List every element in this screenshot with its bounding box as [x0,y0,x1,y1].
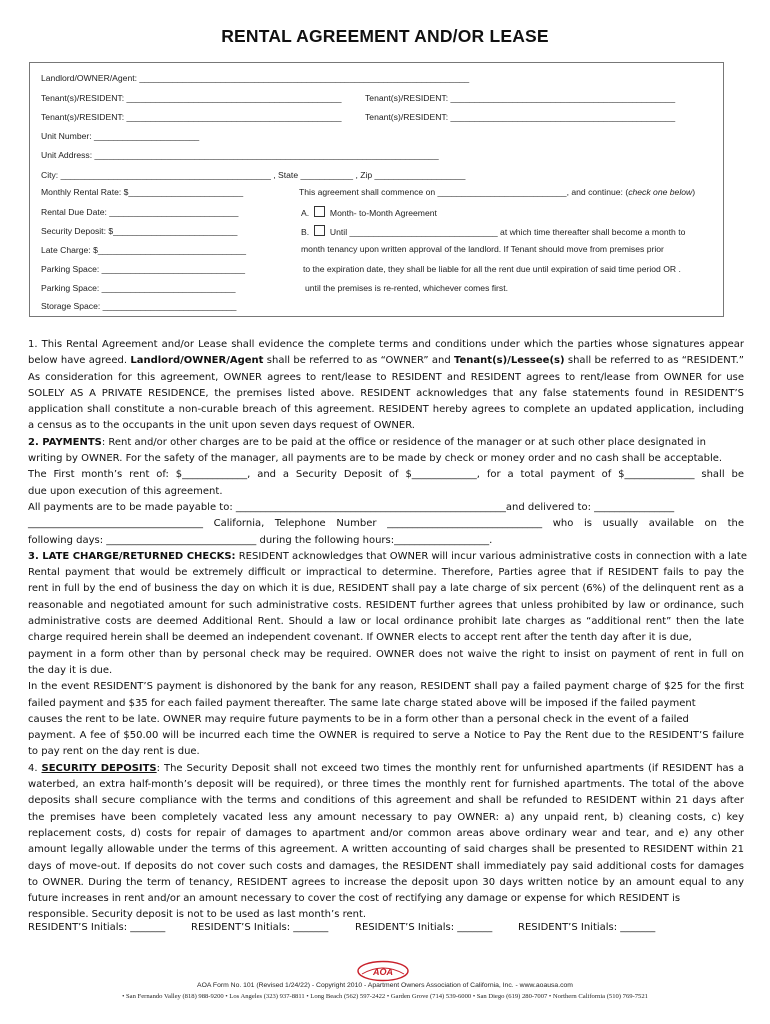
parking-space-field-2[interactable]: Parking Space: ____________________________ [41,283,236,293]
body-line: to OWNER. During the term of tenancy, RESIDENT agrees to increase the deposit upon 30 days written notice by an amount equal to any [28,876,744,888]
body-line: causes the rent to be late. OWNER may require future payments to be in a form other than a personal check in the event of a failed [28,713,689,725]
body-line: 1. This Rental Agreement and/or Lease shall evidence the complete terms and conditions under which the parties whose signatures appear [28,339,744,350]
storage-space-field[interactable]: Storage Space: ____________________________ [41,301,237,311]
body-line: charge required herein shall be deemed an independent covenant. If OWNER elects to accept rent after the tenth day after it is due, [28,632,692,644]
body-line: days of move-out. If deposits do not cover such costs and damages, the RESIDENT shall immediately pay said additional costs for damages [28,860,744,872]
body-line: due upon execution of this agreement. [28,485,223,497]
option-b-line-2: month tenancy upon written approval of the landlord. If Tenant should move from premises prior [301,244,664,254]
aoa-logo-text: AOA [373,967,393,977]
body-span: shall be referred to as “RESIDENT.” [564,355,744,367]
agreement-body [28,337,747,924]
commence-hint: check one below [628,187,693,197]
option-b-label[interactable]: Until _______________________________ at which time thereafter shall become a month to [329,227,686,237]
body-line: replacement costs, d) costs for repair of damages to apartment and/or common areas above ordinary wear and tear, and e) any other [28,827,744,839]
option-b-line-3: to the expiration date, they shall be liable for all the rent due until expiration of said time period OR . [303,264,681,274]
unit-address-field[interactable]: Unit Address: ________________________________________________________________________ [41,150,439,160]
body-line [28,761,744,777]
resident-initials-field-2[interactable]: RESIDENT’S Initials: _______ [191,922,329,933]
section-number: 4. [28,762,42,774]
body-line [28,435,744,451]
resident-initials-field-3[interactable]: RESIDENT’S Initials: _______ [355,922,493,933]
commence-end: ) [692,187,696,197]
section-number: 2. [28,436,43,448]
body-span: : Rent and/or other charges are to be paid at the office or residence of the manager or at such other place designated in [101,436,706,448]
body-line: the premises have been completely vacated less any amount necessary to pay OWNER: a) any unpaid rent, b) cleaning costs, c) key [28,811,744,823]
body-line: amount legally allowable under the terms of this agreement. A written accounting of said charges shall be presented to RESIDENT within 21 [28,844,744,856]
body-line [28,353,744,369]
section-heading-security-deposits: SECURITY DEPOSITS [41,762,157,774]
tenant-field-4[interactable]: Tenant(s)/RESIDENT: _______________________________________________ [365,112,676,122]
commence-field[interactable] [299,187,695,197]
body-line[interactable]: The First month’s rent of: $_____________, and a Security Deposit of $_____________, for a total payment of $______________ shall be [28,469,744,481]
body-line: payment. A fee of $50.00 will be incurred each time the OWNER is required to serve a Notice to Pay the Rent due to the RESIDENT’S failure [28,730,744,742]
body-span: shall be referred to as “OWNER” and [263,355,455,367]
tenant-field-1[interactable]: Tenant(s)/RESIDENT: _____________________________________________ [41,93,342,103]
body-line: waterbed, an extra half-month’s deposit will be required), or three times the monthly rent for furnished apartments. The total of the above [28,779,744,791]
body-span: : The Security Deposit shall not exceed two times the monthly rent for unfurnished apartments (if RESIDENT has a [156,762,744,774]
unit-number-field[interactable]: Unit Number: ______________________ [41,131,200,141]
body-line: payment in a form other than by personal check may be required. OWNER does not waive the right to insist on payment of rent in full on [28,648,744,660]
body-line: As consideration for this agreement, OWNER agrees to rent/lease to RESIDENT and RESIDENT agrees to rent/lease from OWNER for use [28,371,744,383]
option-b-letter: B. [301,227,310,237]
security-deposit-field[interactable]: Security Deposit: $__________________________ [41,226,238,236]
footer-copyright: AOA Form No. 101 (Revised 1/24/22) - Copyright 2010 - Apartment Owners Association of California, Inc. - www.aoausa.com [197,982,573,989]
body-line[interactable]: ___________________________________ California, Telephone Number _______________________________ who is usually available on the [28,518,744,530]
section-heading-payments: PAYMENTS [42,436,102,448]
option-a [301,206,437,218]
body-line: Rental payment that would be extremely difficult or impractical to determine. Therefore, Parties agree that if RESIDENT fails to pay the [28,567,744,579]
option-a-checkbox[interactable] [314,206,325,217]
option-a-label: Month- to-Month Agreement [329,208,437,218]
footer-offices: • San Fernando Valley (818) 988-9200 • Los Angeles (323) 937-8811 • Long Beach (562) 597-2422 • Garden Grove (714) 539-6000 • San Diego (619) 280-7007 • Northern California (510) 769-7521 [122,993,648,1000]
option-b-line-4: until the premises is re-rented, whichever comes first. [305,283,508,293]
tenant-field-2[interactable]: Tenant(s)/RESIDENT: _______________________________________________ [365,93,676,103]
option-a-letter: A. [301,208,310,218]
body-line: to pay rent on the day rent is due. [28,746,200,758]
body-span-bold: Tenant(s)/Lessee(s) [454,355,565,367]
resident-initials-field-4[interactable]: RESIDENT’S Initials: _______ [518,922,656,933]
body-line: SOLELY AS A PRIVATE RESIDENCE, the premises listed above. RESIDENT acknowledges that any false statements found in RESIDENT’S [28,387,744,399]
body-line: responsible. Security deposit is not to be used as last month’s rent. [28,909,367,921]
aoa-logo [356,960,410,982]
resident-initials-field-1[interactable]: RESIDENT’S Initials: _______ [28,922,166,933]
body-span-bold: Landlord/OWNER/Agent [130,355,264,367]
body-line: the day it is due. [28,664,113,676]
body-line: rent in full by the end of business the day on which it is due, RESIDENT shall pay a late charge of six percent (6%) of the delinquent rent as a [28,583,744,595]
parking-space-field-1[interactable]: Parking Space: ______________________________ [41,264,246,274]
body-line: reasonable and negotiated amount for such administrative costs. RESIDENT further agrees that unless prohibited by law or ordinance, such [28,599,744,611]
body-line: application shall constitute a non-curable breach of this agreement. RESIDENT hereby agrees to complete an updated application, including [28,404,744,416]
body-line [28,549,747,565]
body-line: administrative costs are deemed Additional Rent. Should a law or local ordinance prohibit late charges as “additional rent” then the late [28,616,744,628]
body-span: RESIDENT acknowledges that OWNER will incur various administrative costs in connection with a late [235,550,747,562]
body-line: deposits shall secure compliance with the terms and conditions of this agreement and shall be refunded to RESIDENT within 21 days after [28,795,744,807]
body-line[interactable]: All payments are to be made payable to: ______________________________________________________and delivered to: ________________ [28,501,675,513]
body-span: below have agreed. [28,355,131,367]
rent-due-date-field[interactable]: Rental Due Date: ___________________________ [41,207,239,217]
tenant-field-3[interactable]: Tenant(s)/RESIDENT: _____________________________________________ [41,112,342,122]
body-line: writing by OWNER. For the safety of the manager, all payments are to be made by check or money order and no cash shall be acceptable. [28,453,723,465]
option-b [301,225,685,237]
monthly-rent-field[interactable]: Monthly Rental Rate: $________________________ [41,187,244,197]
landlord-field[interactable]: Landlord/OWNER/Agent: _____________________________________________________________________ [41,73,470,83]
section-heading-late-charge: 3. LATE CHARGE/RETURNED CHECKS: [28,550,236,562]
commence-text: This agreement shall commence on ___________________________, and continue: ( [299,187,629,197]
late-charge-field[interactable]: Late Charge: $_______________________________ [41,245,247,255]
document-title: RENTAL AGREEMENT AND/OR LEASE [221,26,549,46]
body-line: a census as to the occupants in the unit upon seven days request of OWNER. [28,420,415,432]
body-line: In the event RESIDENT’S payment is dishonored by the bank for any reason, RESIDENT shall pay a failed payment charge of $25 for the first [28,681,744,693]
body-line: failed payment and $35 for each failed payment thereafter. The same late charge stated above will be imposed if the failed payment [28,697,696,709]
body-line: future increases in rent and/or an amount necessary to cover the cost of rectifying any damage or expense for which RESIDENT is [28,893,681,905]
city-state-zip-field[interactable]: City: ____________________________________________ , State ___________ , Zip ___________________ [41,170,466,180]
option-b-checkbox[interactable] [314,225,325,236]
body-line[interactable]: following days: ______________________________ during the following hours:___________________. [28,534,493,546]
